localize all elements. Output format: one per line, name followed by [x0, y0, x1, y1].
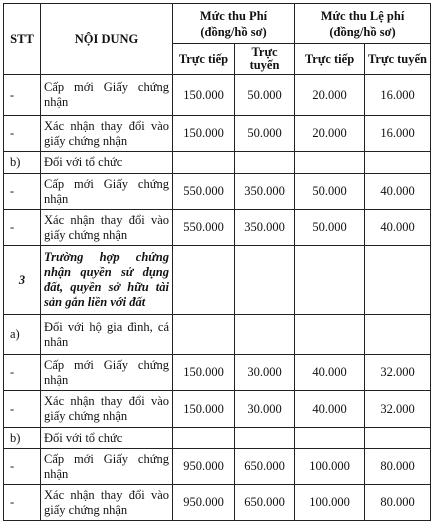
fee-online-header: Trực tuyến: [235, 44, 295, 75]
charge-direct-header: Trực tiếp: [295, 44, 365, 75]
fee-group-title: Mức thu Phí: [199, 8, 268, 23]
fee-direct-cell: 550.000: [173, 174, 235, 210]
fee-table: [3, 3, 431, 521]
charge-direct-cell: 100.000: [295, 449, 365, 485]
stt-cell: -: [4, 174, 41, 210]
fee-direct-cell: 150.000: [173, 116, 235, 152]
fee-online-cell: [235, 315, 295, 355]
charge-online-cell: 32.000: [365, 391, 431, 428]
stt-cell: -: [4, 75, 41, 116]
charge-group-unit: (đồng/hồ sơ): [329, 24, 396, 39]
fee-direct-cell: [173, 152, 235, 174]
table-row: [4, 116, 431, 152]
content-header: NỘI DUNG: [41, 4, 173, 75]
fee-direct-cell: [173, 315, 235, 355]
charge-online-cell: 80.000: [365, 449, 431, 485]
charge-direct-cell: 40.000: [295, 355, 365, 391]
stt-cell: -: [4, 485, 41, 521]
fee-online-cell: [235, 152, 295, 174]
fee-direct-header: Trực tiếp: [173, 44, 235, 75]
charge-online-cell: [365, 246, 431, 315]
charge-group-header: [295, 4, 431, 44]
fee-online-cell: 350.000: [235, 174, 295, 210]
table-row: [4, 75, 431, 116]
header-row-1: [4, 4, 431, 44]
charge-direct-cell: [295, 315, 365, 355]
fee-online-cell: 650.000: [235, 485, 295, 521]
stt-cell: -: [4, 210, 41, 246]
stt-cell: 3: [4, 246, 41, 315]
charge-online-cell: 80.000: [365, 485, 431, 521]
fee-direct-cell: 950.000: [173, 485, 235, 521]
charge-direct-cell: 40.000: [295, 391, 365, 428]
charge-direct-cell: 20.000: [295, 75, 365, 116]
charge-direct-cell: [295, 428, 365, 449]
content-cell: Cấp mới Giấy chứng nhận: [41, 449, 173, 485]
charge-direct-cell: 50.000: [295, 210, 365, 246]
stt-header: STT: [4, 4, 41, 75]
fee-online-cell: [235, 246, 295, 315]
fee-online-cell: 50.000: [235, 116, 295, 152]
charge-direct-cell: 50.000: [295, 174, 365, 210]
fee-direct-cell: 150.000: [173, 391, 235, 428]
fee-online-cell: 30.000: [235, 391, 295, 428]
table-row: [4, 174, 431, 210]
fee-direct-cell: 950.000: [173, 449, 235, 485]
table-row: [4, 428, 431, 449]
fee-group-header: [173, 4, 295, 44]
content-cell: Trường hợp chứng nhận quyền sử dụng đất, quyền sở hữu tài sản gắn liền với đất: [41, 246, 173, 315]
stt-cell: a): [4, 315, 41, 355]
charge-direct-cell: [295, 152, 365, 174]
fee-direct-cell: 150.000: [173, 75, 235, 116]
content-cell: Cấp mới Giấy chứng nhận: [41, 174, 173, 210]
fee-group-unit: (đồng/hồ sơ): [200, 24, 267, 39]
content-cell: Xác nhận thay đổi vào giấy chứng nhận: [41, 116, 173, 152]
fee-direct-cell: [173, 428, 235, 449]
charge-online-cell: [365, 152, 431, 174]
charge-group-title: Mức thu Lệ phí: [320, 8, 405, 23]
content-cell: Xác nhận thay đổi vào giấy chứng nhận: [41, 210, 173, 246]
fee-online-cell: 50.000: [235, 75, 295, 116]
charge-online-cell: [365, 428, 431, 449]
fee-online-cell: 650.000: [235, 449, 295, 485]
charge-online-cell: 40.000: [365, 210, 431, 246]
content-cell: Đối với tổ chức: [41, 152, 173, 174]
content-cell: Đối với tổ chức: [41, 428, 173, 449]
charge-online-cell: 16.000: [365, 75, 431, 116]
table-row: [4, 210, 431, 246]
stt-cell: -: [4, 391, 41, 428]
content-cell: Cấp mới Giấy chứng nhận: [41, 355, 173, 391]
stt-cell: b): [4, 152, 41, 174]
fee-direct-cell: [173, 246, 235, 315]
fee-direct-cell: 550.000: [173, 210, 235, 246]
content-cell: Cấp mới Giấy chứng nhận: [41, 75, 173, 116]
charge-direct-cell: 100.000: [295, 485, 365, 521]
table-row: [4, 485, 431, 521]
charge-online-header: Trực tuyến: [365, 44, 431, 75]
fee-online-cell: 30.000: [235, 355, 295, 391]
stt-cell: -: [4, 449, 41, 485]
table-row: [4, 355, 431, 391]
content-cell: Đối với hộ gia đình, cá nhân: [41, 315, 173, 355]
table-row: [4, 246, 431, 315]
charge-online-cell: [365, 315, 431, 355]
table-row: [4, 449, 431, 485]
table-row: [4, 391, 431, 428]
charge-online-cell: 16.000: [365, 116, 431, 152]
stt-cell: -: [4, 355, 41, 391]
table-row: [4, 152, 431, 174]
charge-direct-cell: [295, 246, 365, 315]
fee-online-cell: 350.000: [235, 210, 295, 246]
content-cell: Xác nhận thay đổi vào giấy chứng nhận: [41, 391, 173, 428]
fee-online-cell: [235, 428, 295, 449]
stt-cell: -: [4, 116, 41, 152]
fee-direct-cell: 150.000: [173, 355, 235, 391]
charge-online-cell: 32.000: [365, 355, 431, 391]
table-row: [4, 315, 431, 355]
charge-direct-cell: 20.000: [295, 116, 365, 152]
content-cell: Xác nhận thay đổi vào giấy chứng nhận: [41, 485, 173, 521]
charge-online-cell: 40.000: [365, 174, 431, 210]
stt-cell: b): [4, 428, 41, 449]
